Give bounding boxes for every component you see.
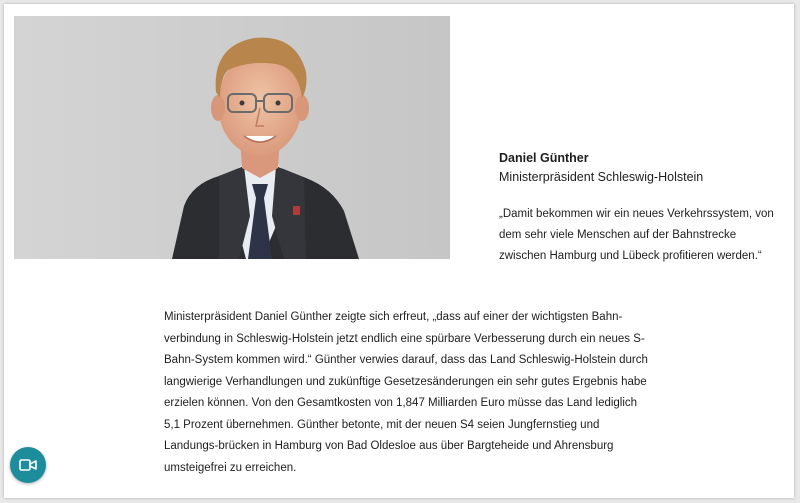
photo-caption xyxy=(499,150,789,267)
video-camera-icon xyxy=(19,458,37,472)
caption-role: Ministerpräsident Schleswig-Holstein xyxy=(499,170,704,184)
caption-name: Daniel Günther xyxy=(499,151,589,165)
portrait-illustration xyxy=(14,16,450,259)
caption-quote: „Damit bekommen wir ein neues Verkehrssystem, von dem sehr viele Menschen auf der Bahnstrecke zwischen Hamburg und Lübeck profitieren werden.“ xyxy=(499,208,774,262)
article-body: Ministerpräsident Daniel Günther zeigte sich erfreut, „dass auf einer der wichtigsten Bahn-verbindung in Schleswig-Holstein jetzt endlich eine spürbare Verbesserung durch ein neues S-Bahn-System kommen wird.“ Günther verwies darauf, dass das Land Schleswig-Holstein durch langwierige Verhandlungen und zukünftige Gesetzesänderungen ein sehr gutes Ergebnis habe erzielen können. Von den Gesamtkosten von 1,847 Milliarden Euro müsse das Land lediglich 5,1 Prozent übernehmen. Günther betonte, mit der neuen S4 seien Jungfernstieg und Landungs-brücken in Hamburg von Bad Oldesloe aus über Bargteheide und Ahrensburg umsteigefrei zu erreichen. xyxy=(164,311,648,474)
article-page xyxy=(4,4,794,498)
portrait-photo xyxy=(14,16,450,259)
video-button[interactable] xyxy=(10,447,46,483)
